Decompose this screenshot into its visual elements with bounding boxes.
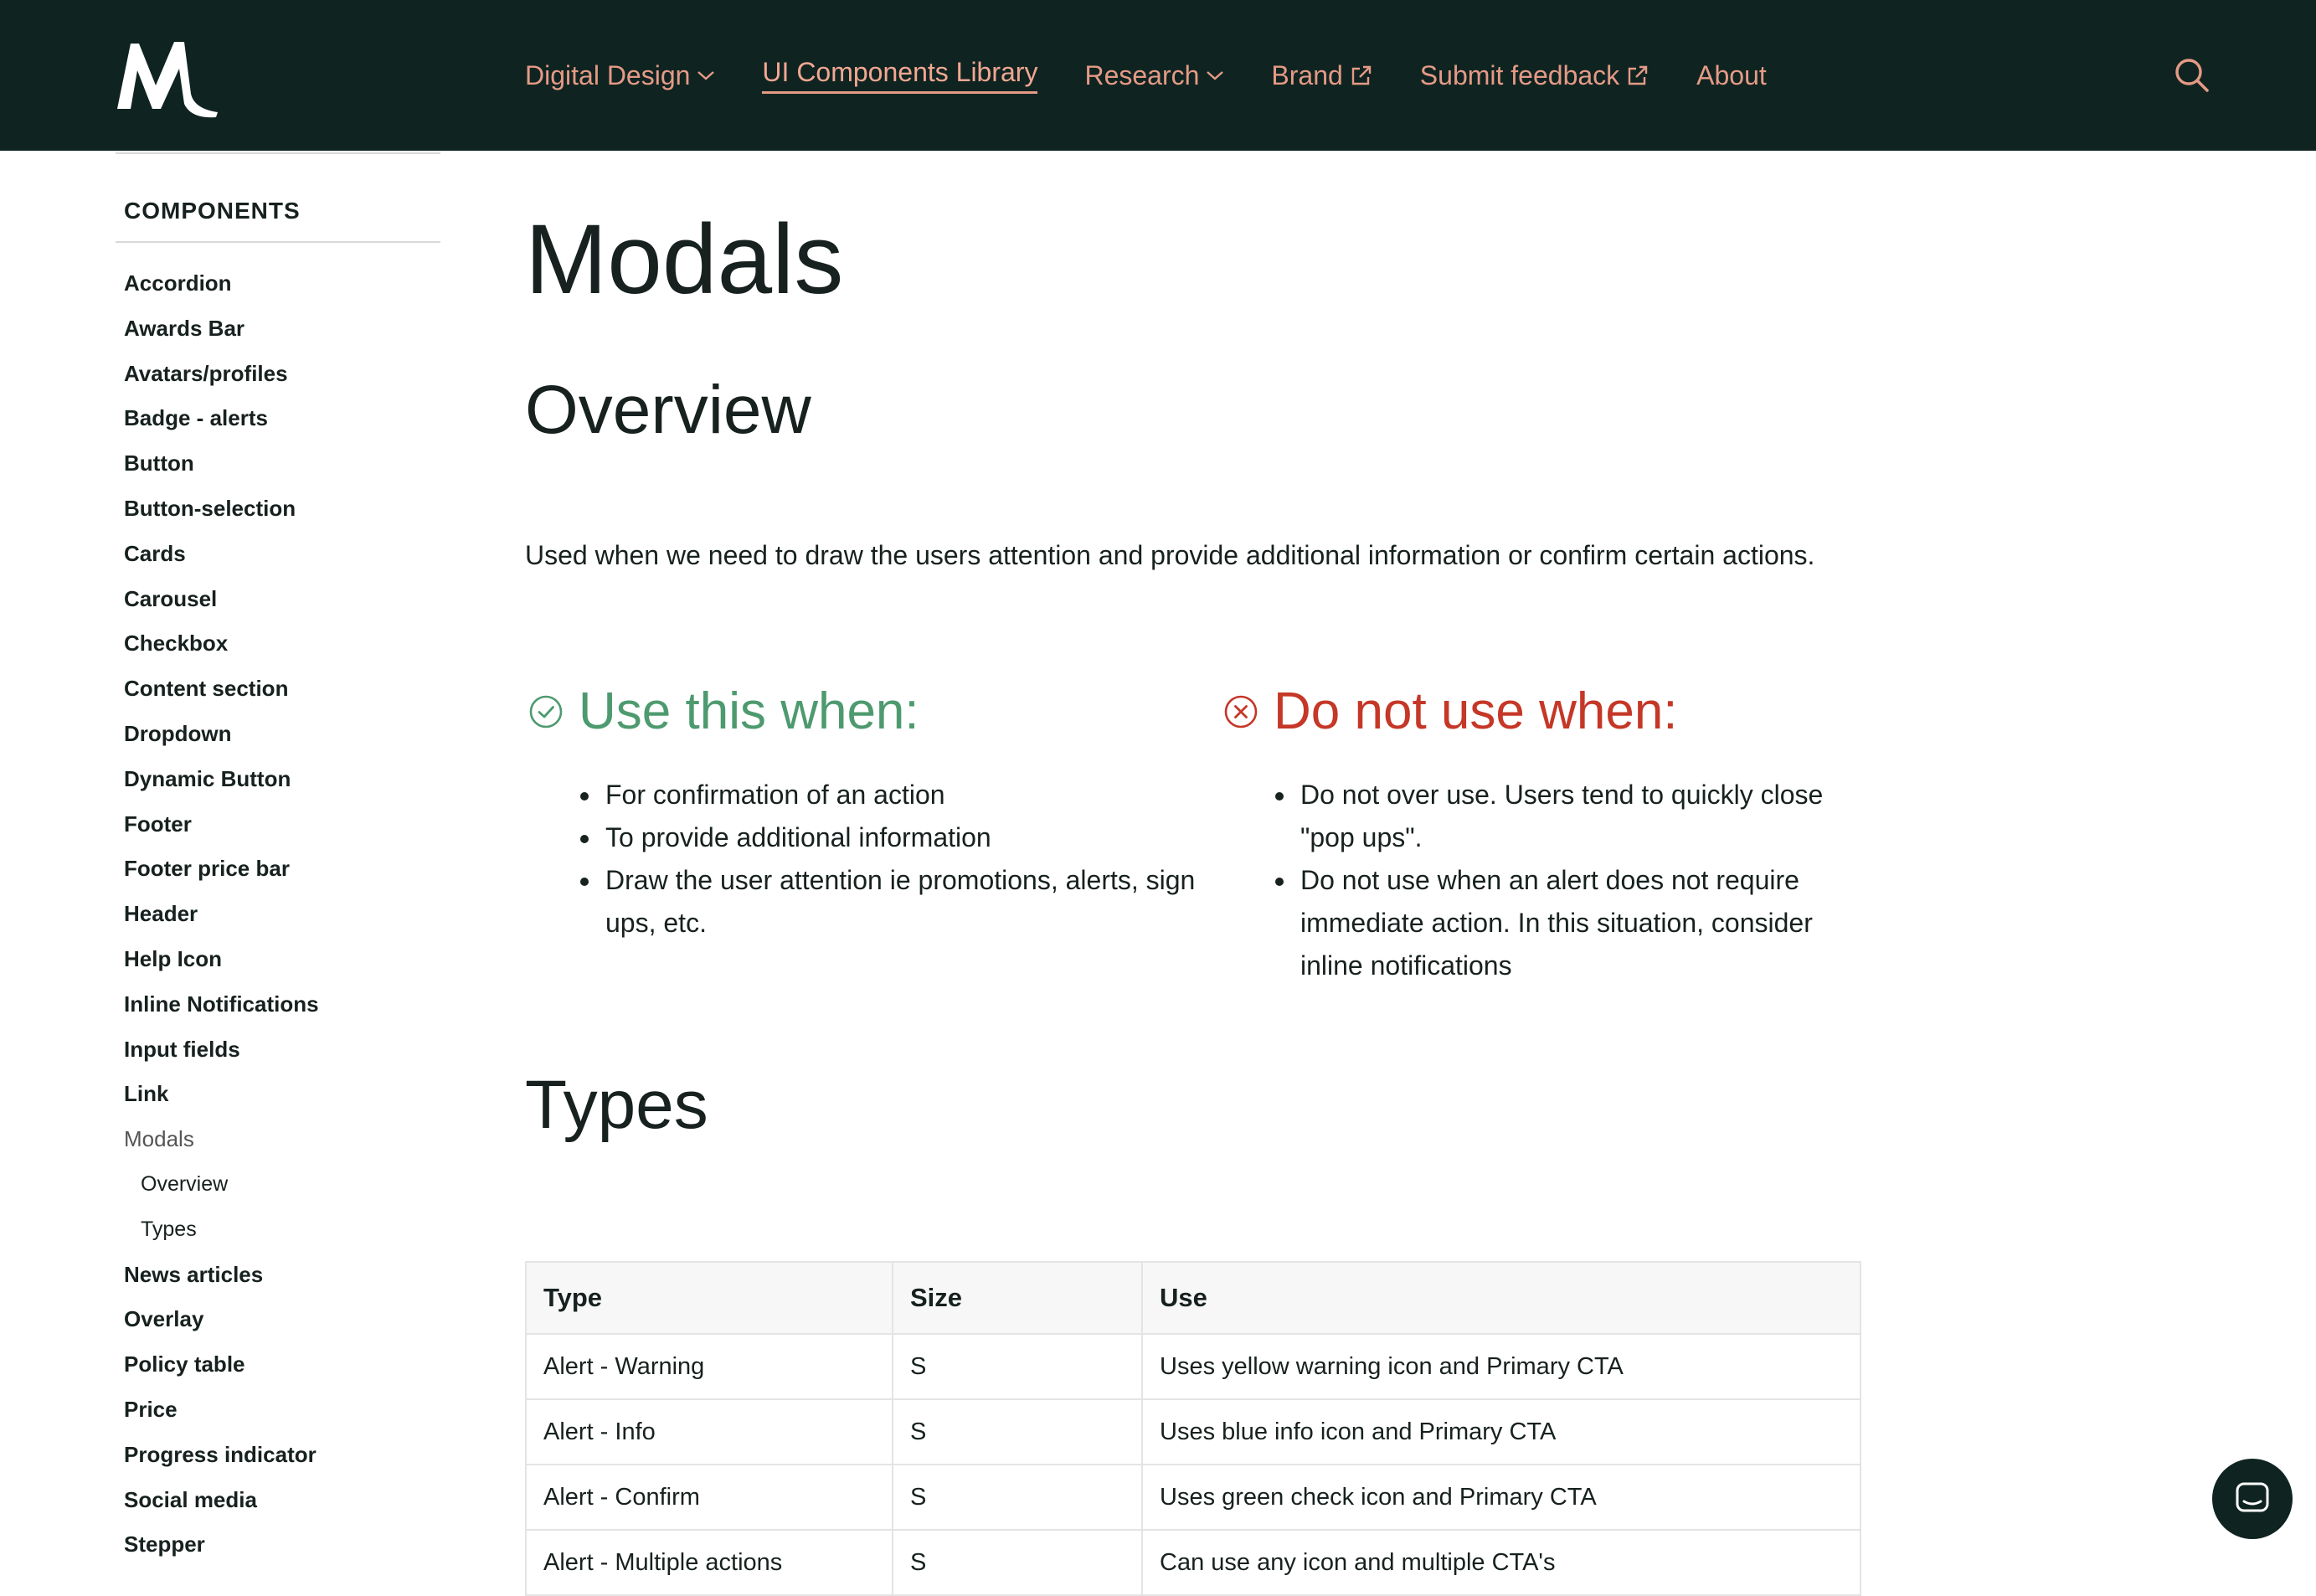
sidebar-item-input-fields[interactable]: Input fields — [124, 1036, 240, 1062]
nav-brand-label: Brand — [1271, 59, 1343, 90]
sidebar-item-policy-table[interactable]: Policy table — [124, 1351, 245, 1377]
cell-size: S — [893, 1399, 1142, 1465]
chevron-down-icon — [1206, 70, 1224, 81]
nav-research-label: Research — [1084, 59, 1200, 90]
nav-submit-feedback-label: Submit feedback — [1419, 59, 1620, 90]
sidebar-item-footer-price-bar[interactable]: Footer price bar — [124, 856, 290, 882]
cell-type: Alert - Info — [526, 1399, 893, 1465]
nav-brand[interactable] — [1271, 60, 1372, 91]
page-title: Modals — [525, 204, 844, 315]
external-link-icon — [1350, 64, 1373, 87]
table-header-row — [526, 1262, 1861, 1334]
sidebar-item-stepper[interactable]: Stepper — [124, 1532, 205, 1557]
column-header-use: Use — [1142, 1262, 1861, 1334]
sidebar-item-social-media[interactable]: Social media — [124, 1486, 257, 1512]
cell-type: Alert - Multiple actions — [526, 1530, 893, 1595]
sidebar-divider — [116, 241, 440, 243]
nav-submit-feedback[interactable] — [1420, 60, 1650, 91]
cell-use: Uses blue info icon and Primary CTA — [1142, 1399, 1861, 1465]
sidebar-item-cards[interactable]: Cards — [124, 540, 186, 566]
sidebar-item-modals[interactable]: Modals — [124, 1126, 194, 1152]
column-header-type: Type — [526, 1262, 893, 1334]
main-nav — [525, 0, 1814, 151]
sidebar-heading: COMPONENTS — [124, 198, 301, 224]
brand-logo-icon[interactable] — [114, 35, 221, 122]
do-not-use-when-title: Do not use when: — [1274, 682, 1678, 740]
sidebar-item-dropdown[interactable]: Dropdown — [124, 720, 232, 746]
cell-use: Can use any icon and multiple CTA's — [1142, 1530, 1861, 1595]
cell-size: S — [893, 1530, 1142, 1595]
use-this-when-title: Use this when: — [579, 682, 919, 740]
overview-intro: Used when we need to draw the users attention and provide additional information or confirm certain actions. — [525, 540, 1815, 570]
sidebar-item-accordion[interactable]: Accordion — [124, 270, 232, 296]
sidebar-divider-top — [116, 152, 440, 154]
sidebar-item-header[interactable]: Header — [124, 901, 198, 927]
sidebar-item-overlay[interactable]: Overlay — [124, 1306, 204, 1332]
sidebar-item-footer[interactable]: Footer — [124, 811, 192, 837]
list-item: • Do not over use. Users tend to quickly close "pop ups". — [1297, 774, 1868, 859]
sidebar-item-inline-notifications[interactable]: Inline Notifications — [124, 991, 319, 1017]
list-item: • To provide additional information — [602, 816, 1198, 859]
chevron-down-icon — [697, 70, 715, 81]
list-item: • For confirmation of an action — [602, 774, 1198, 816]
overview-heading: Overview — [525, 372, 811, 448]
cell-size: S — [893, 1465, 1142, 1530]
table-row — [526, 1530, 1861, 1595]
x-circle-icon — [1223, 694, 1258, 729]
sidebar-subitem-types[interactable]: Types — [141, 1217, 197, 1241]
column-header-size: Size — [893, 1262, 1142, 1334]
sidebar-item-checkbox[interactable]: Checkbox — [124, 631, 229, 656]
do-not-use-when-list — [1223, 774, 1868, 987]
use-this-when-section — [528, 678, 1198, 945]
sidebar-list — [124, 261, 319, 1568]
table-row — [526, 1334, 1861, 1399]
table-row — [526, 1399, 1861, 1465]
sidebar-item-avatars-profiles[interactable]: Avatars/profiles — [124, 360, 288, 386]
nav-digital-design[interactable] — [525, 60, 715, 91]
sidebar-item-help-icon[interactable]: Help Icon — [124, 945, 223, 971]
types-heading: Types — [525, 1067, 708, 1143]
search-icon[interactable] — [2174, 57, 2210, 94]
nav-digital-design-label: Digital Design — [525, 59, 691, 90]
cell-use: Uses yellow warning icon and Primary CTA — [1142, 1334, 1861, 1399]
do-not-use-when-heading — [1223, 678, 1868, 745]
table-row — [526, 1465, 1861, 1530]
cell-type: Alert - Confirm — [526, 1465, 893, 1530]
sidebar-item-news-articles[interactable]: News articles — [124, 1261, 264, 1287]
sidebar-item-button[interactable]: Button — [124, 450, 194, 476]
chat-launcher-button[interactable] — [2212, 1459, 2293, 1539]
modal-types-table — [525, 1261, 1861, 1596]
sidebar-subitem-overview[interactable]: Overview — [141, 1171, 229, 1196]
sidebar-item-awards-bar[interactable]: Awards Bar — [124, 315, 245, 341]
chat-bubble-icon — [2234, 1480, 2271, 1517]
nav-about-label: About — [1696, 59, 1767, 90]
do-not-use-when-section — [1223, 678, 1868, 987]
nav-ui-components-library[interactable] — [762, 57, 1037, 94]
sidebar-item-button-selection[interactable]: Button-selection — [124, 495, 296, 521]
use-this-when-heading — [528, 678, 1198, 745]
cell-size: S — [893, 1334, 1142, 1399]
list-item: • Do not use when an alert does not require immediate action. In this situation, consider inline notifications — [1297, 859, 1868, 987]
sidebar-item-progress-indicator[interactable]: Progress indicator — [124, 1441, 317, 1467]
sidebar-item-dynamic-button[interactable]: Dynamic Button — [124, 765, 291, 791]
cell-type: Alert - Warning — [526, 1334, 893, 1399]
check-circle-icon — [528, 694, 564, 729]
sidebar-item-carousel[interactable]: Carousel — [124, 585, 218, 611]
cell-use: Uses green check icon and Primary CTA — [1142, 1465, 1861, 1530]
sidebar-item-content-section[interactable]: Content section — [124, 676, 289, 702]
external-link-icon — [1626, 64, 1650, 87]
top-navigation-bar — [0, 0, 2316, 151]
nav-about[interactable] — [1696, 60, 1767, 91]
sidebar-item-link[interactable]: Link — [124, 1081, 169, 1107]
use-this-when-list — [528, 774, 1198, 945]
nav-ui-components-library-label: UI Components Library — [762, 57, 1037, 94]
sidebar-item-price[interactable]: Price — [124, 1396, 178, 1422]
sidebar-item-badge-alerts[interactable]: Badge - alerts — [124, 405, 268, 431]
nav-research[interactable] — [1084, 60, 1224, 91]
list-item: • Draw the user attention ie promotions, alerts, sign ups, etc. — [602, 859, 1198, 945]
